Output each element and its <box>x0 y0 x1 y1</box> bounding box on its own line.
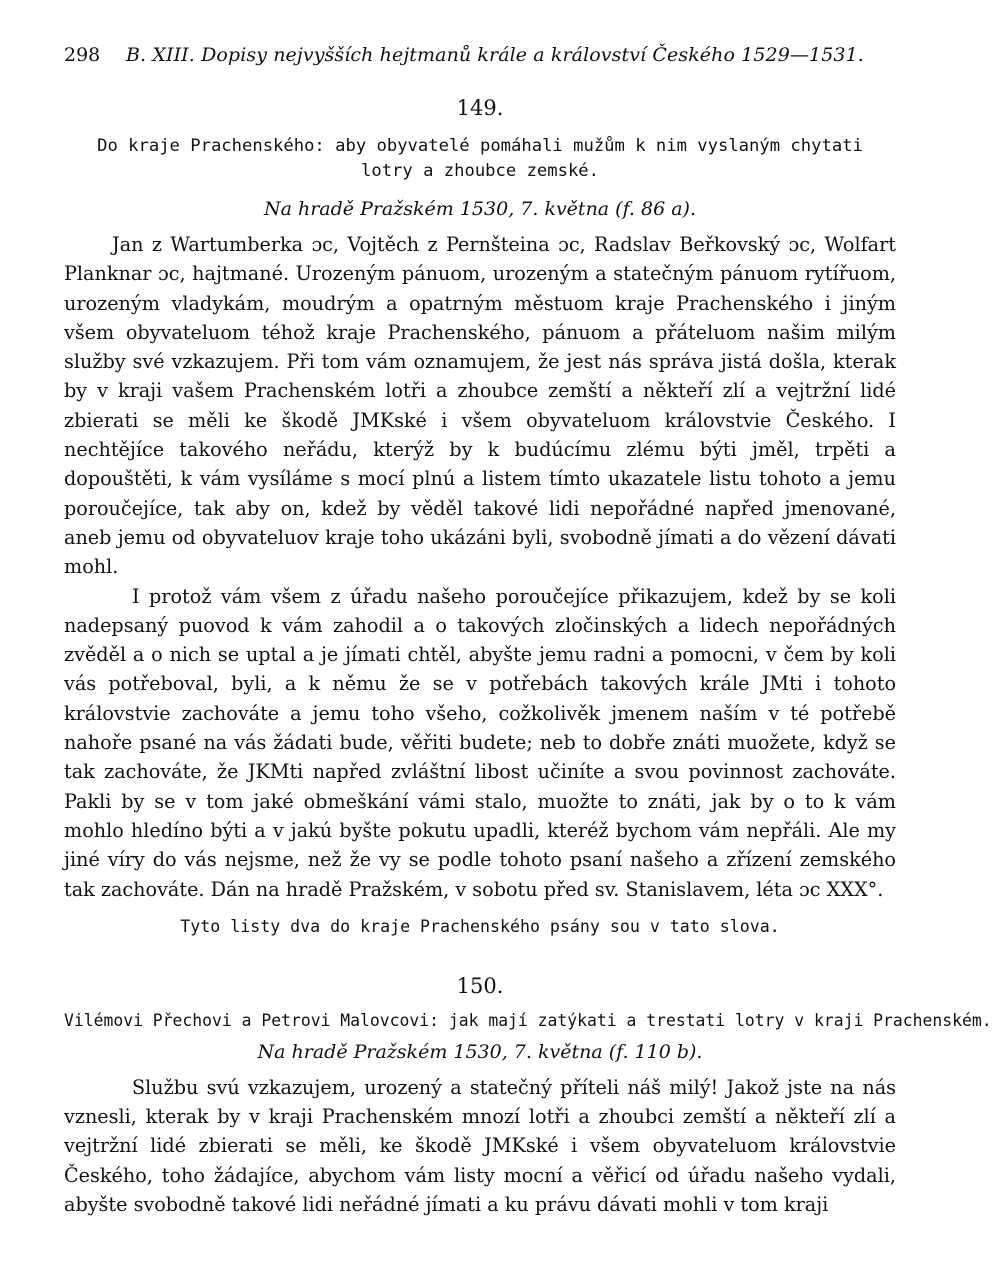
running-title: B. XIII. Dopisy nejvyšších hejtmanů krále a království Českého 1529—1531. <box>126 44 864 66</box>
document-dateline: Na hradě Pražském 1530, 7. května (f. 86 a). <box>263 198 697 220</box>
document-number: 149. <box>456 96 504 120</box>
body-paragraph: Službu svú vzkazujem, urozený a statečný příteli náš milý! Jakož jste na nás vznesli, kterak by v kraji Prachenském mnozí lotři a zhoubci zemští a někteří zlí a vejtržní lidé zbierati se měli, ke škodě JMKské i všem obyvateluom královstvie Českého, toho žádajíce, abychom vám listy mocní a věřicí od úřadu našeho vydali, abyšte svobodně takové lidi neřádné jímati a ku právu dávati mohli v tom kraji <box>64 1075 896 1217</box>
document-heading-text: Do kraje Prachenského: aby obyvatelé pomáhali mužům k nim vyslaným chytati lotry a zhoubce zemské. <box>97 136 863 181</box>
document-dateline: Na hradě Pražském 1530, 7. května (f. 110 b). <box>257 1040 703 1063</box>
running-head <box>64 44 896 74</box>
document-heading: Vilémovi Přechovi a Petrovi Malovcovi: jak mají zatýkati a trestati lotry v kraji Prachenském. <box>64 1010 992 1030</box>
editorial-note: Tyto listy dva do kraje Prachenského psány sou v tato slova. <box>180 916 780 936</box>
document-heading <box>64 134 896 184</box>
body-paragraph: I protož vám všem z úřadu našeho poroučejíce přikazujem, kdež by se koli nadepsaný puovod k vám zahodil a o takových zločinských a lidech nepořádných zvěděl a o nich se uptal a je jímati chtěl, abyšte jemu radni a pomocni, v čem by koli vás potřeboval, byli, a k němu že se v potřebách takových krále JMti i tohoto královstvie zachováte a jemu toho všeho, cožkolivěk jmenem naším v té potřebě nahoře psané na vás žádati bude, věřiti budete; neb to dobře znáti muožete, když se tak zachováte, že JKMti napřed zvláštní libost učiníte a svou povinnost zachováte. Pakli by se v tom jaké obmeškání vámi stalo, muožte to znáti, jak by o to k vám mohlo hledíno býti a v jakú byšte pokutu upadli, kteréž bychom vám nepřáli. Ale my jiné víry do vás nejsme, než že vy se podle tohoto psaní našeho a zřízení zemského tak zachováte. Dán na hradě Pražském, v sobotu před sv. Stanislavem, léta ɔc XXX°. <box>64 584 896 901</box>
body-paragraph: Jan z Wartumberka ɔc, Vojtěch z Pernšteina ɔc, Radslav Beřkovský ɔc, Wolfart Planknar ɔc, hajtmané. Urozeným pánuom, urozeným a statečným pánuom rytířuom, urozeným vladykám, moudrým a opatrným městuom kraje Prachenského i jiným všem obyvateluom téhož kraje Prachenského, pánuom a přáteluom našim milým služby své vzkazujem. Při tom vám oznamujem, že jest nás správa jistá došla, kterak by v kraji vašem Prachenském lotři a zhoubce zemští a někteří zlí a vejtržní lidé zbierati se měli ke škodě JMKské i všem obyvateluom královstvie Českého. I nechtějíce takového neřádu, kterýž by k budúcímu zlému býti jměl, trpěti a dopouštěti, k vám vysíláme s mocí plnú a listem tímto ukazatele listu tohoto a jemu poroučejíce, tak aby on, kdež by věděl takové lidi nepořádné napřed jmenované, aneb jemu od obyvateluov kraje toho ukázáni byli, svobodně jímati a do vězení dávati mohl. <box>64 233 896 579</box>
document-number: 150. <box>456 973 504 998</box>
page-number: 298 <box>64 44 101 66</box>
